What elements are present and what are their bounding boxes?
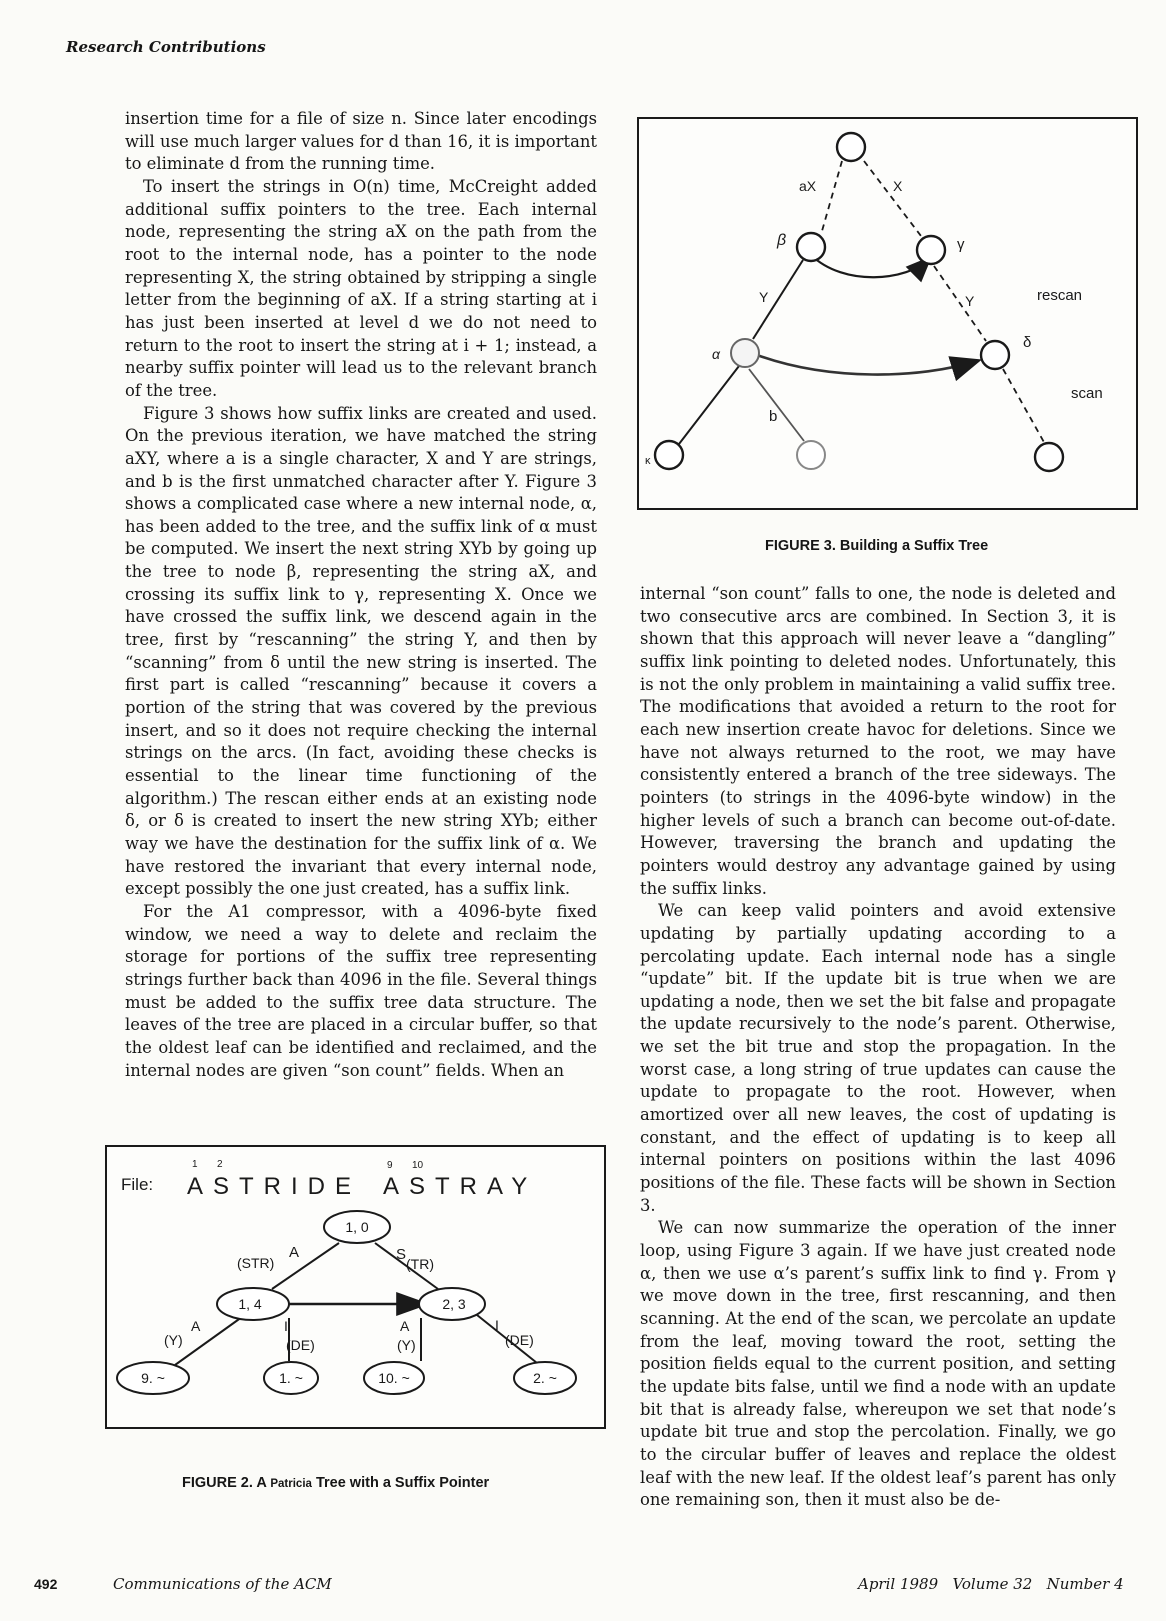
edge-label-char: I <box>495 1317 499 1333</box>
node-label-leaf: 1. ~ <box>279 1370 303 1386</box>
label-alpha: α <box>712 346 720 362</box>
node-label-root: 1, 0 <box>345 1219 369 1235</box>
position-mark-2: 2 <box>217 1159 223 1170</box>
edge-root-gamma <box>864 161 921 236</box>
suffix-link-alpha-delta <box>757 355 977 375</box>
node-label-right: 2, 3 <box>442 1296 466 1312</box>
scan-leaf-node <box>1035 443 1063 471</box>
position-mark-1: 1 <box>192 1159 198 1170</box>
figure-3-suffix-tree-diagram <box>637 117 1138 510</box>
left-column-text <box>125 108 597 1082</box>
label-rescan: rescan <box>1037 287 1083 304</box>
root-node <box>837 133 865 161</box>
edge-label-char: A <box>400 1318 410 1334</box>
file-string-astride: ASTRIDE <box>187 1173 362 1200</box>
edge-label-string: (TR) <box>406 1256 434 1272</box>
edge-gamma-delta <box>934 266 986 341</box>
delta-node <box>981 341 1009 369</box>
label-x: X <box>893 178 903 194</box>
kappa-leaf-node <box>655 441 683 469</box>
node-label-leaf: 10. ~ <box>378 1370 410 1386</box>
node-label-leaf: 2. ~ <box>533 1370 557 1386</box>
issue-info: April 1989 Volume 32 Number 4 <box>858 1575 1124 1593</box>
edge-label-string: (Y) <box>397 1337 416 1353</box>
node-label-left: 1, 4 <box>238 1296 262 1312</box>
edge-label-char: S <box>396 1246 407 1263</box>
position-mark-10: 10 <box>412 1160 424 1171</box>
journal-name: Communications of the ACM <box>113 1575 332 1593</box>
edge-label-char: A <box>191 1318 201 1334</box>
paragraph: For the A1 compressor, with a 4096-byte fixed window, we need a way to delete and reclaim the storage for portions of the suffix tree representing strings further back than 4096 in the file. Several things must be added to the suffix tree data structure. The leaves of the tree are placed in a circular buffer, so that the oldest leaf can be identified and reclaimed, and the internal nodes are given “son count” fields. When an <box>125 901 597 1080</box>
figure-2-patricia-tree-diagram <box>105 1145 606 1429</box>
label-y-left: Y <box>759 289 769 305</box>
running-head: Research Contributions <box>66 38 266 56</box>
label-gamma: γ <box>957 236 965 253</box>
edge-root-beta <box>822 161 842 231</box>
paragraph: internal “son count” falls to one, the node is deleted and two consecutive arcs are combined. In Section 3, it is shown that this approach will never leave a “dangling” suffix link pointing to deleted nodes. Unfortunately, this is not the only problem in maintaining a valid suffix tree. The modifications that avoided a return to the root for each new insertion create havoc for deletions. Since we have not always returned to the root, we may have consistently entered a branch of the tree sideways. The pointers (to strings in the 4096-byte window) in the higher levels of such a branch can become out-of-date. However, traversing the branch and updating the pointers would destroy any advantage gained by using the suffix links. <box>640 584 1116 898</box>
figure-3-caption: FIGURE 3. Building a Suffix Tree <box>765 538 989 554</box>
b-leaf-node <box>797 441 825 469</box>
edge-label-string: (DE) <box>505 1332 534 1348</box>
edge-root-left <box>272 1243 339 1289</box>
beta-node <box>797 233 825 261</box>
label-kappa: κ <box>645 455 651 467</box>
label-y-right: Y <box>965 293 975 309</box>
edge-delta-leaf <box>1003 369 1045 444</box>
edge-label-char: A <box>289 1244 300 1261</box>
edge-label-char: I <box>284 1318 288 1334</box>
paragraph: We can now summarize the operation of the inner loop, using Figure 3 again. If we have just created node α, then we use α’s parent’s suffix link to find γ. From γ we move down in the tree, first rescanning, and then scanning. At the end of the scan, we percolate an update from the leaf, moving toward the root, setting the position fields equal to the current position, and setting the update bits false, until we find a node with an update bit that is already false, whereupon we set that node’s update bit true and stop the percolation. Finally, we go to the circular buffer of leaves and replace the oldest leaf with the new leaf. If the oldest leaf’s parent has only one remaining son, then it must also be de- <box>640 1218 1116 1510</box>
label-delta: δ <box>1023 334 1032 351</box>
figure-2-caption: FIGURE 2. A Patricia Tree with a Suffix Pointer <box>182 1475 490 1491</box>
suffix-link-beta-gamma <box>811 255 929 277</box>
label-beta: β <box>777 232 787 249</box>
edge-alpha-kappa <box>679 366 739 444</box>
file-string-astray: ASTRAY <box>383 1173 538 1200</box>
paragraph: To insert the strings in O(n) time, McCreight added additional suffix pointers to the tree. Each internal node, representing the string aX on the path from the root to the internal node, has a pointer to the node representing X, the string obtained by stripping a single letter from the beginning of aX. If a string starting at i has just been inserted at level d we do not need to return to the root to insert the string at i + 1; instead, a nearby suffix pointer will lead us to the relevant branch of the tree. <box>125 176 597 400</box>
edge-alpha-b <box>749 369 804 441</box>
edge-label-string: (STR) <box>237 1255 275 1271</box>
alpha-node <box>731 339 759 367</box>
label-scan: scan <box>1071 385 1103 402</box>
label-b: b <box>769 408 778 425</box>
paragraph: Figure 3 shows how suffix links are created and used. On the previous iteration, we have matched the string aXY, where a is a single character, X and Y are strings, and b is the first unmatched character after Y. Figure 3 shows a complicated case where a new internal node, α, has been added to the tree, and the suffix link of α must be computed. We insert the next string XYb by going up the tree to node β, representing the string aX, and crossing its suffix link to γ, representing X. Once we have crossed the suffix link, we descend again in the tree, first by “rescanning” the string Y, and then by “scanning” from δ until the new string is inserted. The first part is called “rescanning” because it covers a portion of the string that was covered by the previous insert, and so it does not require checking the internal strings on the arcs. (In fact, avoiding these checks is essential to the linear time functioning of the algorithm.) The rescan either ends at an existing node δ, or δ is created to insert the new string XYb; either way we have the destination for the suffix link of α. We have restored the invariant that every internal node, except possibly the one just created, has a suffix link. <box>125 403 597 899</box>
edge-left-leaf1 <box>175 1317 242 1365</box>
position-mark-9: 9 <box>387 1160 393 1171</box>
figure-3-svg <box>639 119 1136 508</box>
gamma-node <box>917 236 945 264</box>
page-number: 492 <box>34 1576 58 1592</box>
edge-label-string: (Y) <box>164 1332 183 1348</box>
node-label-leaf: 9. ~ <box>141 1370 165 1386</box>
paragraph: We can keep valid pointers and avoid extensive updating by partially updating according to a percolating update. Each internal node has a single “update” bit. If the update bit is true when we are updating a node, then we set the bit false and propagate the update recursively to the node’s parent. Otherwise, we set the bit true and stop the propagation. In the worst case, a long string of true updates can cause the update to propagate to the root. However, when amortized over all new leaves, the cost of updating is constant, and the effect of updating is to keep all internal pointers on positions within the last 4096 positions of the file. These facts will be shown in Section 3. <box>640 901 1116 1215</box>
figure-2-svg <box>107 1147 604 1427</box>
label-ax: aX <box>799 178 817 194</box>
file-label: File: <box>121 1175 154 1194</box>
edge-label-string: (DE) <box>286 1337 315 1353</box>
paragraph: insertion time for a file of size n. Since later encodings will use much larger values for d than 16, it is important to eliminate d from the running time. <box>125 109 597 174</box>
right-column-text <box>640 583 1116 1512</box>
